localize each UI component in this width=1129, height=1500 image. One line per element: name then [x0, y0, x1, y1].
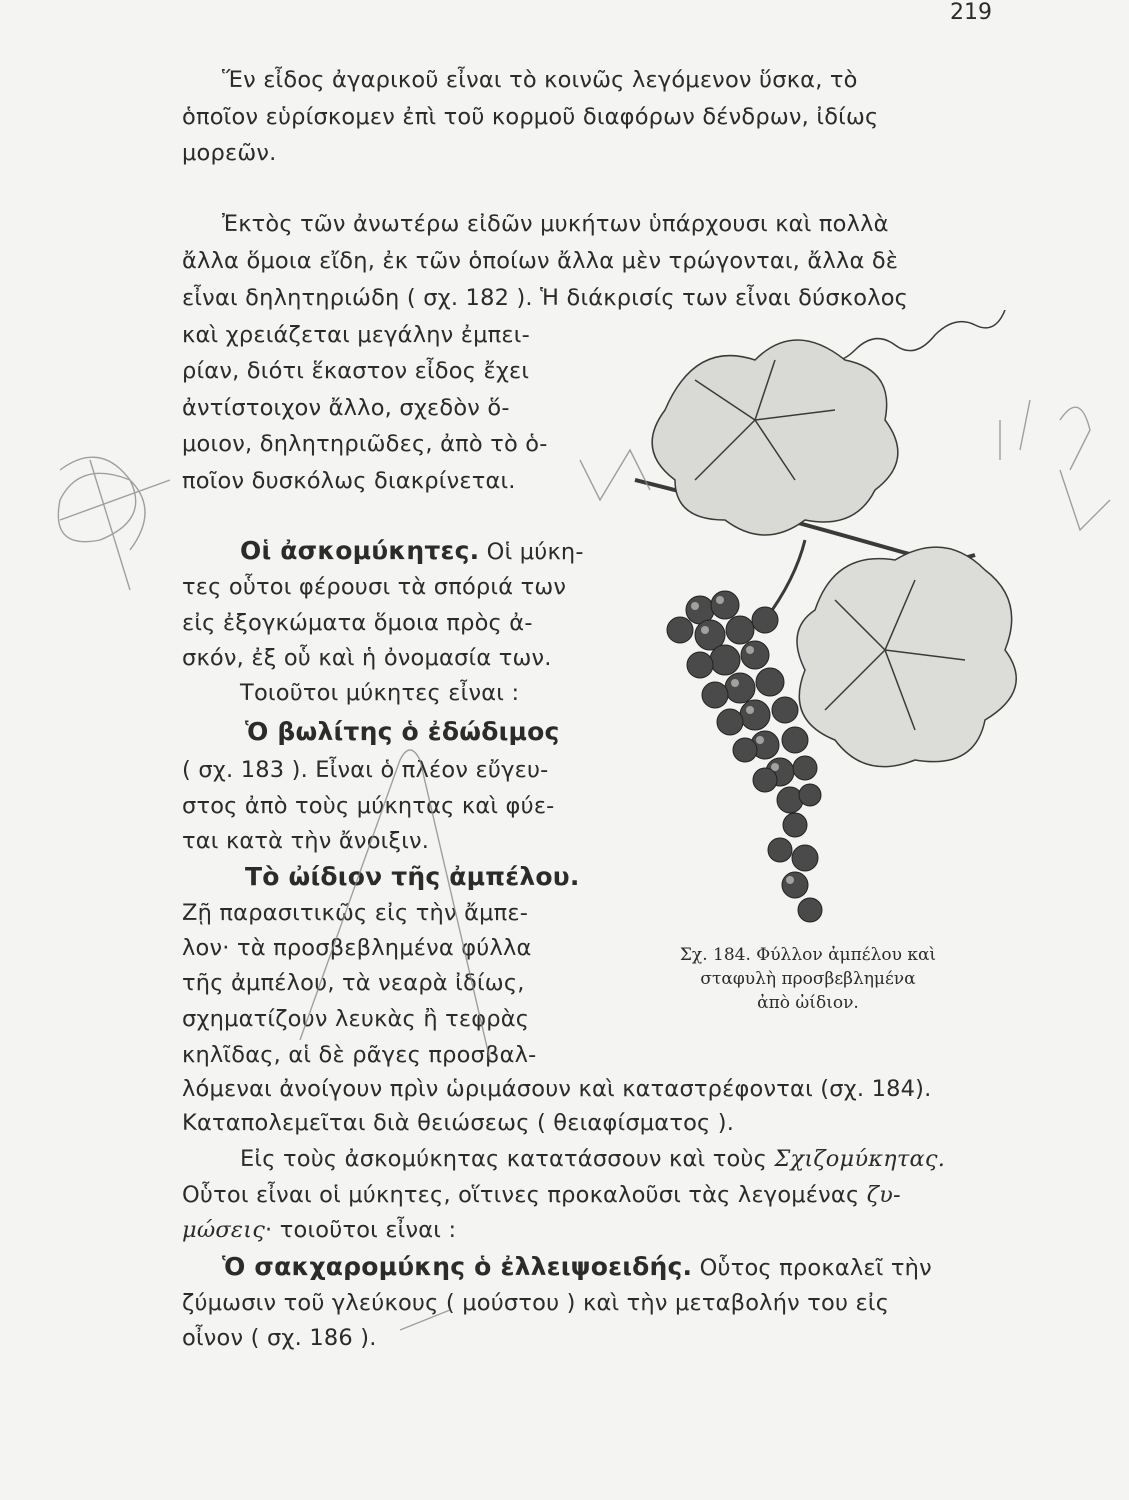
text-line: καὶ χρειάζεται μεγάλην ἐμπει-	[182, 322, 530, 348]
caption-line: σταφυλὴ προσβεβλημένα	[700, 969, 916, 989]
text-line: λον· τὰ προσβεβλημένα φύλλα	[182, 935, 532, 961]
text-line: οἶνον ( σχ. 186 ).	[182, 1325, 377, 1351]
figure-caption	[648, 945, 968, 1013]
italic-term: ζυ-	[866, 1182, 901, 1208]
text-line	[240, 1146, 945, 1172]
text-line: Ἐκτὸς τῶν ἀνωτέρω εἰδῶν μυκήτων ὑπάρχουσι καὶ πολλὰ	[222, 211, 889, 237]
text-span: Οἱ μύκη-	[479, 539, 584, 565]
section-heading: Ὁ σακχαρομύκης ὁ ἐλλειψοειδής.	[222, 1252, 693, 1281]
text-line: ρίαν, διότι ἕκαστον εἶδος ἔχει	[182, 358, 530, 384]
caption-line: Σχ. 184. Φύλλον ἀμπέλου καὶ	[679, 945, 937, 965]
text-span: Οὗτοι εἶναι οἱ μύκητες, οἵτινες προκαλοῦσι τὰς λεγομένας	[182, 1182, 867, 1208]
text-line: κηλῖδας, αἱ δὲ ρᾶγες προσβαλ-	[182, 1042, 537, 1068]
caption-line: ἀπὸ ὠίδιον.	[757, 993, 859, 1013]
text-line	[182, 1182, 901, 1208]
text-line: σκόν, ἐξ οὗ καὶ ἡ ὀνομασία των.	[182, 645, 552, 671]
text-line: εἰς ἐξογκώματα ὅμοια πρὸς ἀ-	[182, 610, 533, 636]
italic-term: Σχιζομύκητας.	[774, 1146, 946, 1172]
text-span: · τοιοῦτοι εἶναι :	[265, 1217, 457, 1243]
text-line: ποῖον δυσκόλως διακρίνεται.	[182, 468, 516, 494]
text-line	[240, 536, 584, 565]
text-line: ( σχ. 183 ). Εἶναι ὁ πλέον εὔγευ-	[182, 757, 549, 783]
grape-vine-icon	[605, 310, 1035, 940]
text-line	[222, 1252, 932, 1281]
text-line: Τοιοῦτοι μύκητες εἶναι :	[240, 680, 520, 706]
text-line: τῆς ἀμπέλου, τὰ νεαρὰ ἰδίως,	[182, 970, 525, 996]
text-line: ζύμωσιν τοῦ γλεύκους ( μούστου ) καὶ τὴν μεταβολήν του εἰς	[182, 1290, 890, 1316]
text-line: Ζῇ παρασιτικῶς εἰς τὴν ἄμπε-	[182, 900, 529, 926]
text-line	[182, 1217, 456, 1243]
text-line: στος ἀπὸ τοὺς μύκητας καὶ φύε-	[182, 793, 555, 819]
text-line: Καταπολεμεῖται διὰ θειώσεως ( θειαφίσματος ).	[182, 1110, 735, 1136]
text-line: ἄλλα ὅμοια εἴδη, ἐκ τῶν ὁποίων ἄλλα μὲν τρώγονται, ἄλλα δὲ	[182, 248, 899, 274]
text-line: εἶναι δηλητηριώδη ( σχ. 182 ). Ἡ διάκρισίς των εἶναι δύσκολος	[182, 285, 909, 311]
text-line: ται κατὰ τὴν ἄνοιξιν.	[182, 828, 430, 854]
grape-vine-illustration	[605, 310, 1035, 940]
text-line: λόμεναι ἀνοίγουν πρὶν ὡριμάσουν καὶ καταστρέφονται (σχ. 184).	[182, 1076, 932, 1102]
page-number: 219	[950, 0, 992, 25]
text-line: σχηματίζουν λευκὰς ἢ τεφρὰς	[182, 1006, 530, 1032]
text-span: Οὗτος προκαλεῖ τὴν	[692, 1255, 932, 1281]
section-heading: Τὸ ὠίδιον τῆς ἀμπέλου.	[245, 862, 580, 891]
text-line: μοιον, δηλητηριῶδες, ἀπὸ τὸ ὁ-	[182, 431, 548, 457]
text-line: ἀντίστοιχον ἄλλο, σχεδὸν ὅ-	[182, 395, 510, 421]
section-heading: Ὁ βωλίτης ὁ ἐδώδιμος	[245, 717, 560, 746]
text-line: Ἕν εἶδος ἀγαρικοῦ εἶναι τὸ κοινῶς λεγόμενον ὕσκα, τὸ	[222, 67, 858, 93]
text-line: ὁποῖον εὑρίσκομεν ἐπὶ τοῦ κορμοῦ διαφόρων δένδρων, ἰδίως	[182, 104, 879, 130]
section-heading: Οἱ ἀσκομύκητες.	[240, 536, 480, 565]
text-line: τες οὗτοι φέρουσι τὰ σπόριά των	[182, 574, 567, 600]
italic-term: μώσεις	[182, 1217, 266, 1243]
text-span: Εἰς τοὺς ἀσκομύκητας κατατάσσουν καὶ τοὺς	[240, 1146, 775, 1172]
text-line: μορεῶν.	[182, 140, 277, 166]
